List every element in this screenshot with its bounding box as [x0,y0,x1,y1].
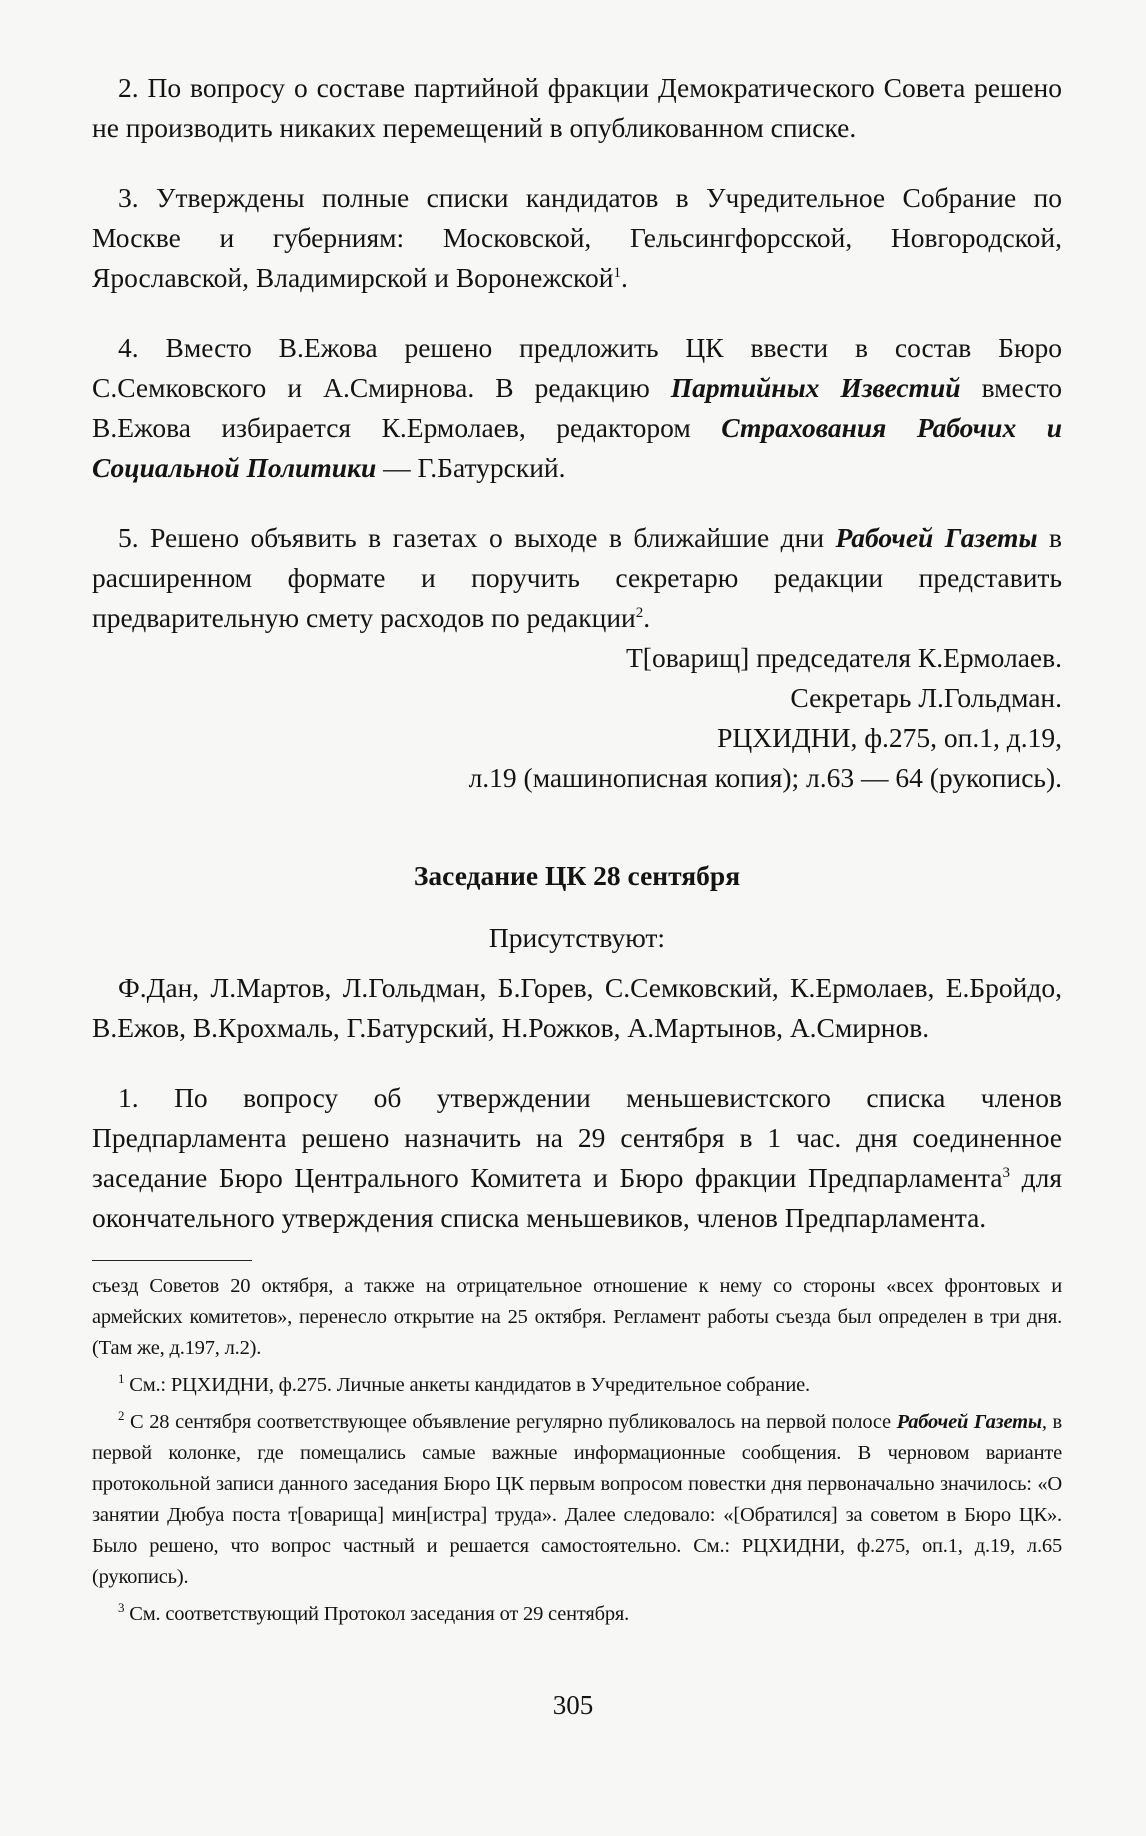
footnote-divider [92,1260,252,1261]
title-rabochaya-gazeta: Рабочей Газеты [835,522,1038,553]
footnote-continued: съезд Советов 20 октября, а также на отрицательное отношение к нему со стороны «всех фронтовых и армейских комитетов», перенесло открытие на 25 октября. Регламент работы съезда был определен в три дня. (Там же, д.197, л.2). [92,1275,1062,1359]
footnote-ref-2: 2 [635,605,644,621]
paragraph-2: 2. По вопросу о составе партийной фракции Демократического Совета решено не производить никаких перемещений в опубликованном списке. [92,72,1062,143]
text: 4. Вместо В.Ежова решено предложить ЦК ввести в состав Бюро С.Семковского и А.Смирнова. В редакцию [92,332,1062,403]
meeting-heading: Заседание ЦК 28 сентября [413,860,741,891]
text: С 28 сентября соответствующее объявление регулярно публиковалось на первой полосе [124,1411,897,1433]
text: для окончательного утверждения списка меньшевиков, членов Предпарламента. [92,1162,1062,1233]
signature-secretary: Секретарь Л.Гольдман. [790,682,1062,713]
text: в расширенном формате и поручить секретарю редакции представить предварительную смету расходов по редакции [92,522,1062,633]
page-number: 305 [552,1690,594,1720]
footnote-2 [92,1407,1062,1593]
punct: . [643,602,651,633]
attendees-list: Ф.Дан, Л.Мартов, Л.Гольдман, Б.Горев, С.Семковский, К.Ермолаев, Е.Бройдо, В.Ежов, В.Крохмаль, Г.Батурский, Н.Рожков, А.Мартынов, А.Смирнов. [92,972,1062,1043]
footnote-ref-1: 1 [613,265,621,281]
paragraph-3-text: 3. Утверждены полные списки кандидатов в Учредительное Собрание по Москве и губерниям: Московской, Гельсингфорсской, Новгородской, Ярославской, Владимирской и Воронежской [92,182,1062,293]
text: 5. Решено объявить в газетах о выходе в ближайшие дни [118,522,836,553]
footnote-number: 2 [118,1408,125,1423]
archive-reference-cont: л.19 (машинописная копия); л.63 — 64 (рукопись). [468,762,1062,793]
footnote-number: 3 [118,1600,125,1615]
title-strakhovanie: Страхования Рабочих и Социальной Политики [92,412,1062,483]
text: См.: РЦХИДНИ, ф.275. Личные анкеты кандидатов в Учредительное собрание. [124,1374,810,1396]
footnote-number: 1 [118,1371,125,1386]
footnote-3 [92,1599,1062,1630]
text: вместо В.Ежова избирается К.Ермолаев, редактором [92,372,1063,443]
paragraph-3 [92,178,1062,298]
paragraph-5 [92,518,1062,638]
footnotes [92,1271,1062,1630]
punct: . [620,262,628,293]
text: — Г.Батурский. [376,452,566,483]
paragraph-4 [92,328,1062,488]
title-partiinye-izvestiya: Партийных Известий [670,372,961,403]
text: 1. По вопросу об утверждении меньшевистского списка членов Предпарламента решено назначить на 29 сентября в 1 час. дня соединенное заседание Бюро Центрального Комитета и Бюро фракции Предпарламента [92,1082,1062,1193]
document-page [92,68,1062,1630]
text: , в первой колонке, где помещались самые важные информационные сообщения. В черновом варианте протокольной записи данного заседания Бюро ЦК первым вопросом повестки дня первоначально значилось: «О занятии Дюбуа поста т[оварища] мин[истра] труда». Далее следовало: «[Обратился] за советом в Бюро ЦК». Было решено, что вопрос частный и решается самостоятельно. См.: РЦХИДНИ, ф.275, оп.1, д.19, л.65 (рукопись). [92,1411,1062,1588]
text: См. соответствующий Протокол заседания от 29 сентября. [124,1603,630,1625]
present-label: Присутствуют: [488,922,666,953]
archive-reference: РЦХИДНИ, ф.275, оп.1, д.19, [717,722,1062,753]
meeting-paragraph-1 [92,1078,1062,1238]
footnote-1 [92,1370,1062,1401]
footnote-ref-3: 3 [1002,1165,1010,1181]
signatures [92,638,1062,798]
title-rabochaya-gazeta: Рабочей Газеты [896,1411,1042,1433]
signature-chair: Т[оварищ] председателя К.Ермолаев. [626,642,1062,673]
